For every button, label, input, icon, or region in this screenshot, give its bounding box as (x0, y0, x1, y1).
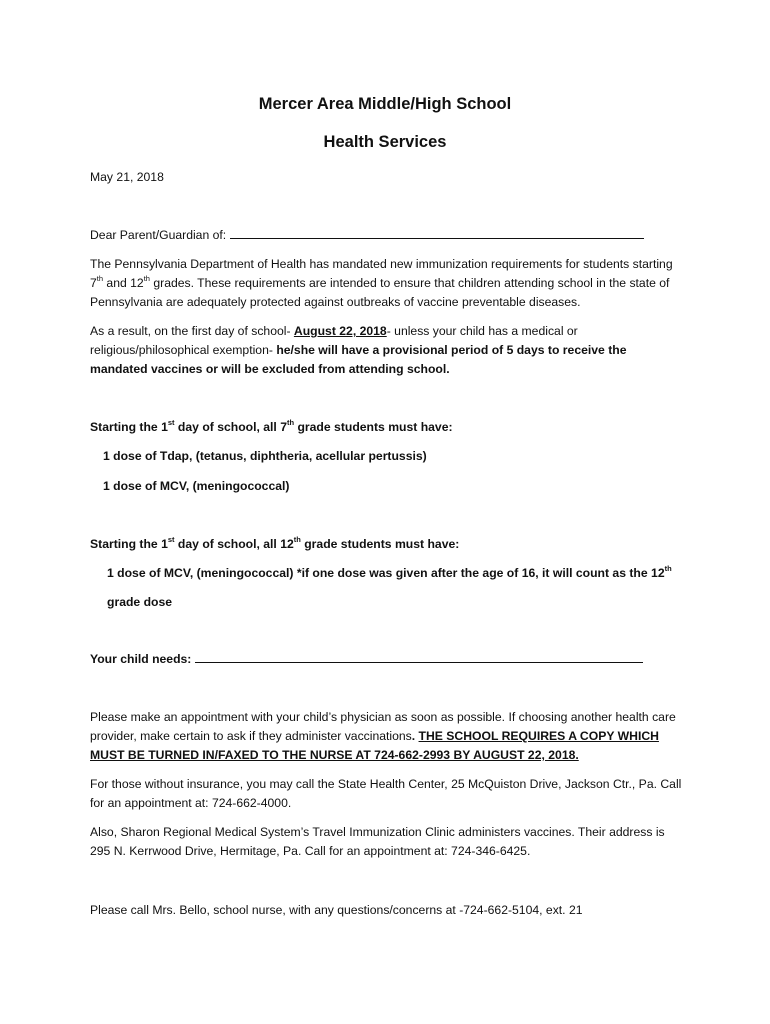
grade12-requirement-note: grade dose (107, 595, 173, 609)
salutation-line (90, 226, 685, 245)
school-name: Mercer Area Middle/High School (258, 95, 512, 113)
child-needs-line (90, 650, 685, 669)
school-start-date: August 22, 2018 (293, 324, 387, 338)
appointment-paragraph: Please make an appointment with your child’s physician as soon as possible. If choosing another health care provider, make certain to ask if they administer vaccinations. THE SCHOOL REQUIRES A COPY WHICH MUST BE TURNED IN/FAXED TO THE NURSE AT 724-662-2993 BY AUGUST 22, 2018. (90, 710, 676, 762)
student-name-blank (230, 226, 644, 239)
provisional-warning: he/she will have a provisional period of 5 days to receive the mandated vaccines or will be excluded from attending school. (90, 343, 627, 376)
intro-paragraph: The Pennsylvania Department of Health has mandated new immunization requirements for students starting 7th and 12th grades. These requirements are intended to ensure that children attending school in the state of Pennsylvania are adequately protected against outbreaks of vaccine preventable diseases. (90, 257, 673, 309)
state-health-center-paragraph: For those without insurance, you may call the State Health Center, 25 McQuiston Drive, Jackson Ctr., Pa. Call for an appointment at: 724-662-4000. (90, 777, 682, 810)
provisional-paragraph: As a result, on the first day of school- August 22, 2018- unless your child has a medical or religious/philosophical exemption- he/she will have a provisional period of 5 days to receive the mandated vaccines or will be excluded from attending school. (90, 324, 627, 376)
grade7-requirement-mcv: 1 dose of MCV, (meningococcal) (103, 479, 290, 493)
sharon-regional-paragraph: Also, Sharon Regional Medical System’s Travel Immunization Clinic administers vaccines. Their address is 295 N. Kerrwood Drive, Hermitage, Pa. Call for an appointment at: 724-346-6425. (90, 825, 665, 858)
department-title: Health Services (323, 133, 447, 151)
closing-line: Please call Mrs. Bello, school nurse, with any questions/concerns at -724-662-5104, ext. 21 (90, 903, 583, 917)
child-needs-label: Your child needs: (90, 652, 192, 666)
grade12-requirement-mcv: 1 dose of MCV, (meningococcal) *if one dose was given after the age of 16, it will count as the 12th (107, 563, 672, 580)
grade7-heading: Starting the 1st day of school, all 7th grade students must have: (90, 417, 453, 434)
letter-date: May 21, 2018 (90, 170, 164, 184)
grade7-requirement-tdap: 1 dose of Tdap, (tetanus, diphtheria, acellular pertussis) (103, 449, 427, 463)
copy-requirement: THE SCHOOL REQUIRES A COPY WHICH MUST BE TURNED IN/FAXED TO THE NURSE AT 724-662-2993 BY AUGUST 22, 2018. (90, 729, 659, 762)
salutation-label: Dear Parent/Guardian of: (90, 228, 227, 242)
grade12-heading: Starting the 1st day of school, all 12th grade students must have: (90, 534, 460, 551)
child-needs-blank (195, 650, 643, 663)
